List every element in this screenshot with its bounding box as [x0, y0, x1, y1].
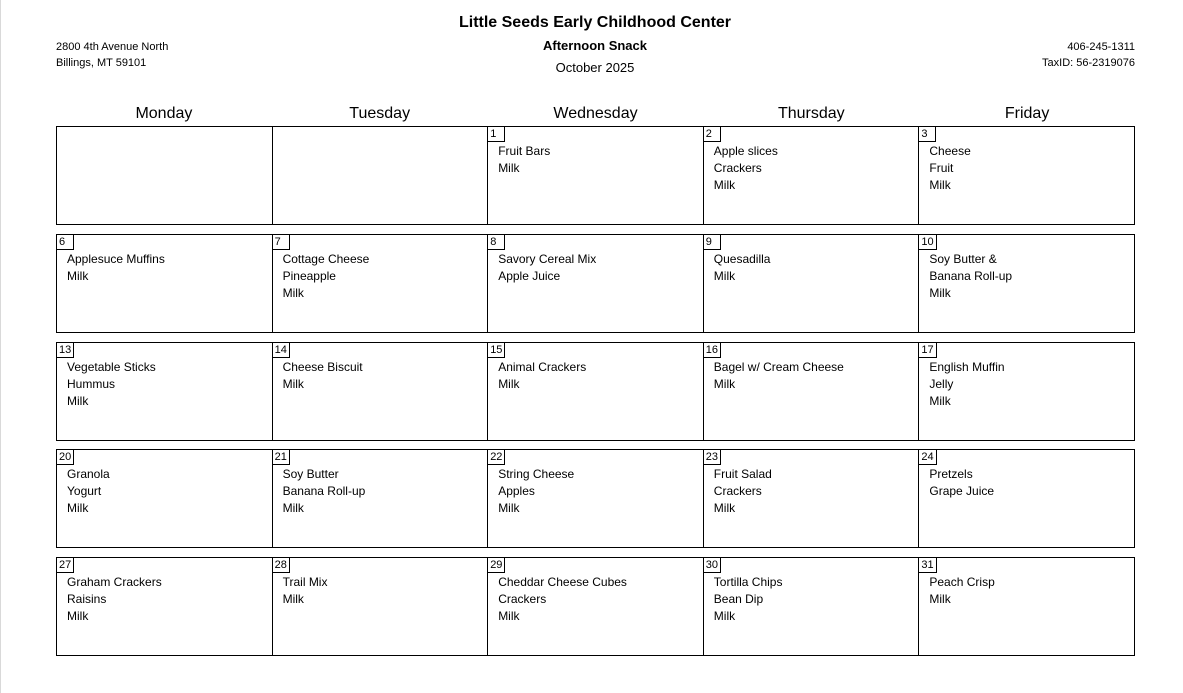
date-number: 7	[273, 235, 290, 250]
date-number: 8	[488, 235, 505, 250]
address-line-1: 2800 4th Avenue North	[56, 41, 169, 53]
snack-item: Cheese Biscuit	[282, 360, 363, 374]
snack-item: Milk	[67, 609, 89, 623]
date-number: 20	[57, 450, 74, 465]
snack-list	[498, 143, 550, 177]
day-cell-wednesday	[487, 558, 703, 655]
snack-item: Cottage Cheese	[282, 252, 370, 266]
snack-item: Milk	[929, 592, 951, 606]
snack-item: Savory Cereal Mix	[498, 252, 597, 266]
snack-item: Cheese	[929, 144, 971, 158]
date-number: 24	[919, 450, 936, 465]
snack-item: String Cheese	[498, 467, 575, 481]
snack-item: Bean Dip	[713, 592, 764, 606]
snack-item: Milk	[282, 592, 304, 606]
day-cell-thursday	[703, 343, 919, 440]
date-number: 23	[704, 450, 721, 465]
snack-list	[714, 359, 844, 393]
snack-item: Milk	[713, 609, 736, 623]
snack-item: Jelly	[929, 377, 954, 391]
day-cell-friday	[918, 450, 1134, 547]
snack-item: Milk	[929, 394, 951, 408]
date-number: 2	[704, 127, 721, 142]
date-number: 17	[919, 343, 936, 358]
snack-list	[498, 359, 586, 393]
snack-item: Yogurt	[67, 484, 102, 498]
snack-item: Milk	[282, 501, 304, 515]
menu-month: October 2025	[555, 60, 635, 75]
snack-list	[929, 466, 994, 500]
snack-item: Vegetable Sticks	[67, 360, 156, 374]
day-cell-friday	[918, 343, 1134, 440]
snack-list	[929, 143, 970, 194]
snack-list	[714, 466, 772, 517]
snack-item: Apples	[498, 484, 535, 498]
date-number: 9	[704, 235, 721, 250]
snack-list	[67, 251, 165, 285]
snack-item: Peach Crisp	[929, 575, 995, 589]
snack-list	[498, 466, 574, 517]
snack-item: Milk	[713, 269, 736, 283]
snack-item: Crackers	[498, 592, 547, 606]
date-number: 27	[57, 558, 74, 573]
center-name: Little Seeds Early Childhood Center	[458, 14, 732, 31]
calendar-week-row	[56, 234, 1135, 333]
snack-item: Milk	[67, 394, 89, 408]
snack-list	[498, 574, 627, 625]
day-cell-thursday	[703, 558, 919, 655]
snack-list	[283, 574, 328, 608]
snack-item: Pretzels	[929, 467, 973, 481]
snack-item: Applesuce Muffins	[67, 252, 165, 266]
snack-item: Fruit Bars	[498, 144, 551, 158]
day-cell-tuesday	[272, 343, 488, 440]
snack-list	[67, 359, 156, 410]
weekday-header-monday: Monday	[135, 105, 193, 122]
day-cell-monday	[57, 343, 272, 440]
date-number: 14	[273, 343, 290, 358]
day-cell-monday	[57, 235, 272, 332]
snack-item: Soy Butter	[282, 467, 339, 481]
day-cell-friday	[918, 558, 1134, 655]
snack-item: Hummus	[67, 377, 116, 391]
calendar-week-row	[56, 557, 1135, 656]
day-cell-thursday	[703, 450, 919, 547]
date-number: 10	[919, 235, 936, 250]
date-number: 13	[57, 343, 74, 358]
snack-item: Raisins	[67, 592, 107, 606]
date-number: 29	[488, 558, 505, 573]
snack-item: Cheddar Cheese Cubes	[498, 575, 627, 589]
date-number: 21	[273, 450, 290, 465]
snack-item: Banana Roll-up	[282, 484, 366, 498]
snack-item: Milk	[713, 377, 736, 391]
snack-item: Milk	[929, 178, 951, 192]
day-cell-monday	[57, 450, 272, 547]
snack-item: Bagel w/ Cream Cheese	[713, 360, 844, 374]
date-number: 31	[919, 558, 936, 573]
calendar-week-row	[56, 449, 1135, 548]
date-number: 15	[488, 343, 505, 358]
date-number: 16	[704, 343, 721, 358]
snack-item: Milk	[713, 178, 736, 192]
day-cell-thursday	[703, 235, 919, 332]
snack-item: Trail Mix	[282, 575, 328, 589]
day-cell-friday	[918, 127, 1134, 224]
snack-list	[67, 574, 162, 625]
address-line-2: Billings, MT 59101	[56, 57, 147, 69]
snack-item: Crackers	[713, 484, 762, 498]
day-cell-wednesday	[487, 450, 703, 547]
day-cell-wednesday	[487, 127, 703, 224]
snack-list	[929, 574, 994, 608]
snack-item: Milk	[498, 609, 520, 623]
snack-item: Fruit	[929, 161, 954, 175]
snack-item: Granola	[67, 467, 110, 481]
page-left-border	[0, 0, 1, 693]
snack-item: Milk	[498, 161, 520, 175]
snack-item: Tortilla Chips	[713, 575, 783, 589]
date-number: 6	[57, 235, 74, 250]
snack-item: Graham Crackers	[67, 575, 162, 589]
snack-list	[714, 143, 778, 194]
snack-item: Milk	[67, 501, 89, 515]
day-cell-tuesday	[272, 558, 488, 655]
snack-list	[283, 466, 366, 517]
calendar-week-row	[56, 342, 1135, 441]
snack-list	[283, 359, 363, 393]
snack-item: Banana Roll-up	[929, 269, 1013, 283]
snack-item: Milk	[713, 501, 736, 515]
snack-list	[929, 251, 1012, 302]
snack-item: Milk	[67, 269, 89, 283]
date-number: 30	[704, 558, 721, 573]
day-cell-wednesday	[487, 343, 703, 440]
date-number: 22	[488, 450, 505, 465]
calendar-week-row	[56, 126, 1135, 225]
day-cell-tuesday	[272, 450, 488, 547]
date-number: 1	[488, 127, 505, 142]
snack-list	[714, 574, 783, 625]
snack-item: Fruit Salad	[713, 467, 772, 481]
snack-list	[929, 359, 1004, 410]
date-number: 28	[273, 558, 290, 573]
snack-item: Milk	[498, 501, 520, 515]
snack-list	[283, 251, 370, 302]
snack-item: Grape Juice	[929, 484, 995, 498]
day-cell-tuesday	[272, 235, 488, 332]
weekday-header-thursday: Thursday	[777, 105, 845, 122]
tax-id: TaxID: 56-2319076	[1042, 57, 1135, 69]
snack-list	[67, 466, 110, 517]
weekday-header-row	[56, 105, 1135, 123]
weekday-header-friday: Friday	[1004, 105, 1050, 122]
weekday-header-tuesday: Tuesday	[349, 105, 411, 122]
phone-number: 406-245-1311	[1067, 41, 1135, 53]
snack-item: Pineapple	[282, 269, 336, 283]
day-cell-monday	[57, 127, 272, 224]
snack-item: Quesadilla	[713, 252, 771, 266]
day-cell-monday	[57, 558, 272, 655]
snack-list	[714, 251, 771, 285]
snack-item: Animal Crackers	[498, 360, 587, 374]
snack-list	[498, 251, 596, 285]
day-cell-thursday	[703, 127, 919, 224]
day-cell-tuesday	[272, 127, 488, 224]
snack-item: Soy Butter &	[929, 252, 997, 266]
day-cell-wednesday	[487, 235, 703, 332]
day-cell-friday	[918, 235, 1134, 332]
date-number: 3	[919, 127, 936, 142]
snack-item: English Muffin	[929, 360, 1005, 374]
menu-subtitle: Afternoon Snack	[542, 38, 647, 53]
snack-item: Crackers	[713, 161, 762, 175]
snack-item: Apple Juice	[498, 269, 561, 283]
snack-item: Milk	[282, 286, 304, 300]
snack-item: Milk	[498, 377, 520, 391]
snack-item: Milk	[282, 377, 304, 391]
weekday-header-wednesday: Wednesday	[553, 105, 638, 122]
snack-item: Apple slices	[713, 144, 778, 158]
snack-item: Milk	[929, 286, 951, 300]
